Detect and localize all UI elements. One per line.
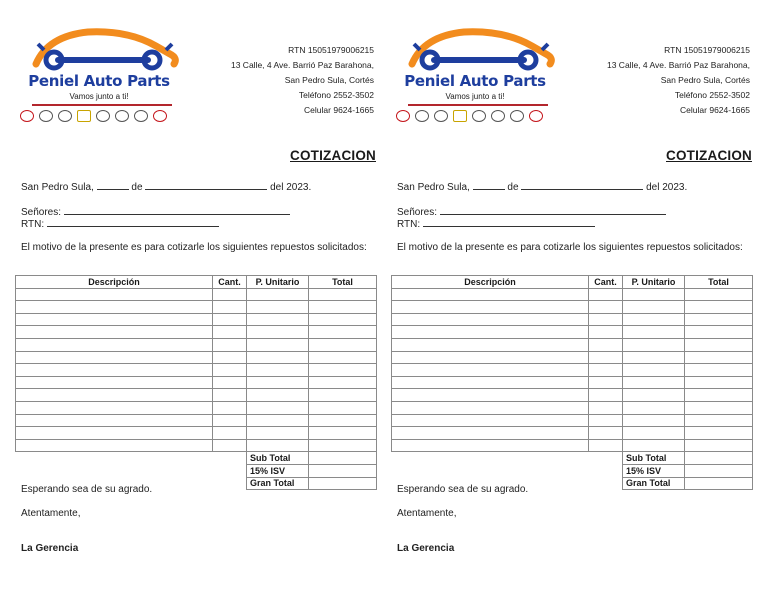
table-row[interactable]	[392, 389, 753, 402]
rtn-blank[interactable]	[47, 218, 219, 227]
table-header-row	[392, 276, 753, 289]
header-unit-price: P. Unitario	[623, 276, 685, 289]
cellphone: Celular 9624-1665	[680, 105, 750, 115]
subtotal-label: Sub Total	[623, 452, 685, 465]
slogan-divider	[408, 104, 548, 106]
brand-mark-icon	[396, 110, 410, 122]
table-row[interactable]	[16, 338, 377, 351]
table-row[interactable]	[16, 301, 377, 314]
senores-line	[397, 206, 666, 218]
rtn-line	[397, 218, 595, 230]
quote-form-left	[10, 0, 380, 594]
table-row[interactable]	[392, 301, 753, 314]
document-title: COTIZACION	[290, 148, 376, 163]
slogan-divider	[32, 104, 172, 106]
table-row[interactable]	[392, 401, 753, 414]
isv-value[interactable]	[309, 464, 377, 477]
date-prefix: San Pedro Sula,	[21, 182, 94, 193]
table-row[interactable]	[392, 313, 753, 326]
header-description: Descripción	[392, 276, 589, 289]
grand-total-label: Gran Total	[247, 477, 309, 490]
brand-mark-icon	[491, 110, 505, 122]
address-line-2: San Pedro Sula, Cortés	[660, 75, 750, 85]
brand-mark-icon	[58, 110, 72, 122]
signature: La Gerencia	[21, 543, 79, 554]
table-row[interactable]	[392, 427, 753, 440]
senores-blank[interactable]	[64, 206, 290, 215]
table-row[interactable]	[16, 439, 377, 452]
intro-paragraph: El motivo de la presente es para cotizarle los siguientes repuestos solicitados:	[397, 242, 743, 253]
document-title: COTIZACION	[666, 148, 752, 163]
rtn-label: RTN:	[21, 219, 45, 230]
company-logo	[18, 24, 183, 129]
table-row[interactable]	[16, 326, 377, 339]
grand-total-label: Gran Total	[623, 477, 685, 490]
table-row[interactable]	[16, 414, 377, 427]
date-line	[397, 181, 687, 193]
address-line-2: San Pedro Sula, Cortés	[284, 75, 374, 85]
rtn-label: RTN:	[397, 219, 421, 230]
items-table	[15, 275, 377, 490]
table-row[interactable]	[16, 364, 377, 377]
header-description: Descripción	[16, 276, 213, 289]
closing-text: Esperando sea de su agrado.	[21, 484, 153, 495]
day-blank[interactable]	[97, 181, 129, 190]
subtotal-value[interactable]	[309, 452, 377, 465]
closing-text: Esperando sea de su agrado.	[397, 484, 529, 495]
company-logo	[394, 24, 559, 129]
senores-line	[21, 206, 290, 218]
table-header-row	[16, 276, 377, 289]
senores-label: Señores:	[21, 207, 62, 218]
date-prefix: San Pedro Sula,	[397, 182, 470, 193]
header-quantity: Cant.	[589, 276, 623, 289]
month-blank[interactable]	[521, 181, 643, 190]
grand-total-value[interactable]	[685, 477, 753, 490]
senores-blank[interactable]	[440, 206, 666, 215]
regards-text: Atentamente,	[397, 508, 457, 519]
brand-mark-icon	[115, 110, 129, 122]
table-row[interactable]	[16, 376, 377, 389]
subtotal-row	[16, 452, 377, 465]
header-quantity: Cant.	[213, 276, 247, 289]
table-row[interactable]	[392, 351, 753, 364]
brand-slogan: Vamos junto a ti!	[445, 92, 505, 101]
date-de: de	[507, 182, 519, 193]
rtn-blank[interactable]	[423, 218, 595, 227]
senores-label: Señores:	[397, 207, 438, 218]
date-suffix: del 2023.	[646, 182, 688, 193]
day-blank[interactable]	[473, 181, 505, 190]
company-address	[231, 43, 374, 118]
subtotal-row	[392, 452, 753, 465]
cellphone: Celular 9624-1665	[304, 105, 374, 115]
brand-slogan: Vamos junto a ti!	[69, 92, 129, 101]
month-blank[interactable]	[145, 181, 267, 190]
brand-mark-icon	[96, 110, 110, 122]
table-row[interactable]	[392, 338, 753, 351]
table-row[interactable]	[392, 414, 753, 427]
brand-mark-icon	[134, 110, 148, 122]
address-line-1: 13 Calle, 4 Ave. Barrió Paz Barahona,	[230, 60, 374, 70]
date-suffix: del 2023.	[270, 182, 312, 193]
table-row[interactable]	[392, 288, 753, 301]
intro-paragraph: El motivo de la presente es para cotizarle los siguientes repuestos solicitados:	[21, 242, 367, 253]
table-row[interactable]	[16, 427, 377, 440]
header-unit-price: P. Unitario	[247, 276, 309, 289]
table-row[interactable]	[16, 288, 377, 301]
isv-label: 15% ISV	[247, 464, 309, 477]
subtotal-label: Sub Total	[247, 452, 309, 465]
quote-form-right	[386, 0, 756, 594]
regards-text: Atentamente,	[21, 508, 81, 519]
table-row[interactable]	[392, 439, 753, 452]
brand-mark-icon	[510, 110, 524, 122]
address-line-1: 13 Calle, 4 Ave. Barrió Paz Barahona,	[606, 60, 750, 70]
rtn-line	[21, 218, 219, 230]
subtotal-value[interactable]	[685, 452, 753, 465]
company-address	[607, 43, 750, 118]
brand-mark-icon	[434, 110, 448, 122]
brand-name: Peniel Auto Parts	[28, 72, 170, 90]
car-brand-marks-icon	[396, 110, 556, 124]
brand-name: Peniel Auto Parts	[404, 72, 546, 90]
company-rtn: RTN 15051979006215	[288, 45, 374, 55]
car-brand-marks-icon	[20, 110, 180, 124]
isv-row	[392, 464, 753, 477]
table-row[interactable]	[392, 326, 753, 339]
table-row[interactable]	[16, 389, 377, 402]
phone: Teléfono 2552-3502	[298, 90, 374, 100]
table-row[interactable]	[392, 364, 753, 377]
header-total: Total	[685, 276, 753, 289]
brand-mark-icon	[20, 110, 34, 122]
date-de: de	[131, 182, 143, 193]
items-table	[391, 275, 753, 490]
brand-mark-icon	[153, 110, 167, 122]
isv-label: 15% ISV	[623, 464, 685, 477]
isv-row	[16, 464, 377, 477]
brand-mark-icon	[529, 110, 543, 122]
date-line	[21, 181, 311, 193]
header-total: Total	[309, 276, 377, 289]
company-rtn: RTN 15051979006215	[664, 45, 750, 55]
table-row[interactable]	[16, 401, 377, 414]
brand-mark-icon	[415, 110, 429, 122]
isv-value[interactable]	[685, 464, 753, 477]
phone: Teléfono 2552-3502	[674, 90, 750, 100]
grand-total-value[interactable]	[309, 477, 377, 490]
brand-mark-icon	[39, 110, 53, 122]
brand-mark-icon	[77, 110, 91, 122]
brand-mark-icon	[453, 110, 467, 122]
table-row[interactable]	[392, 376, 753, 389]
signature: La Gerencia	[397, 543, 455, 554]
brand-mark-icon	[472, 110, 486, 122]
table-row[interactable]	[16, 313, 377, 326]
table-row[interactable]	[16, 351, 377, 364]
